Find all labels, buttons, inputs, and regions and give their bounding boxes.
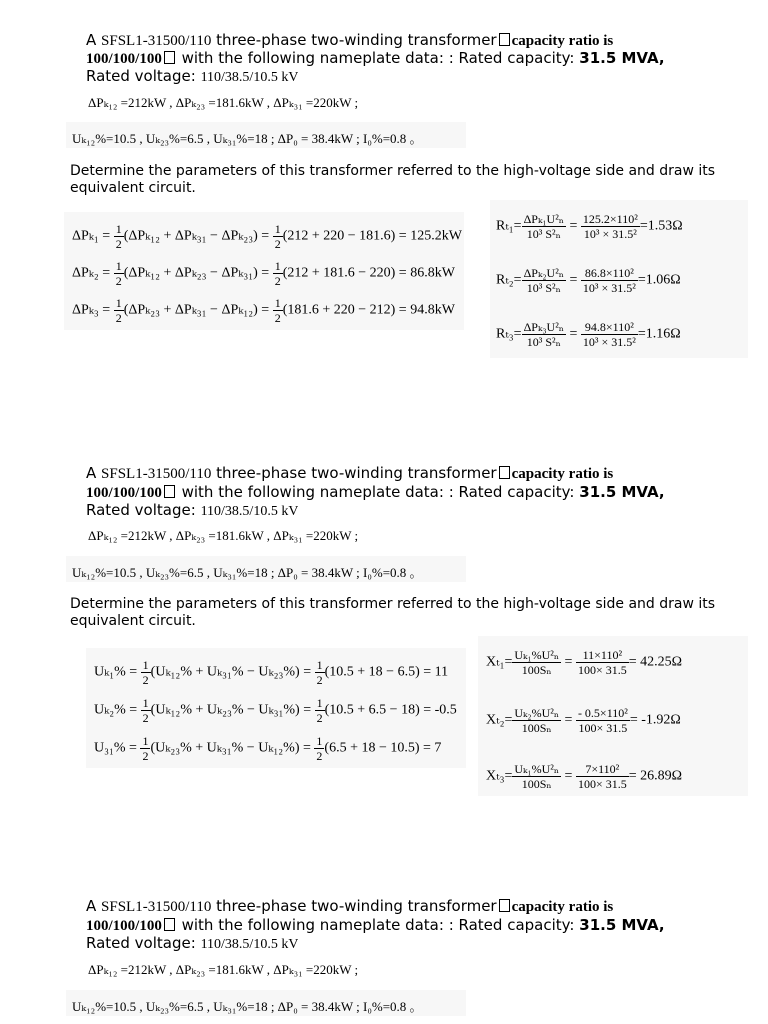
resistance-row: Rₜ₃= $\frac{\text{ΔPₖ₃U²ₙ}}{\text{10³ S²ₙ}}$ = $\frac{\text{94.8×110²}}{\text{10³ × 31.5²}}$ =1.16Ω <box>496 320 681 349</box>
capacity-ratio-label: capacity ratio is <box>511 899 614 915</box>
missing-glyph-box <box>499 899 510 912</box>
frac-num: 1 <box>316 734 323 748</box>
half-fraction <box>141 696 151 725</box>
intro-text: Rated voltage: <box>86 935 201 952</box>
equation-result: =1.16Ω <box>637 326 681 342</box>
rated-capacity: 31.5 MVA, <box>579 916 665 934</box>
equation-lhs: Rₜ₂= <box>496 272 522 288</box>
equation-expr: (ΔPₖ₁₂ + ΔPₖ₃₁ − ΔPₖ₂₃) <box>123 228 258 244</box>
intro-text: A <box>86 897 102 915</box>
frac-den: 2 <box>142 711 149 725</box>
intro-line-2 <box>86 917 665 935</box>
frac-num: 1 <box>142 696 149 710</box>
equation-row: ΔPₖ₃ = $\frac{1}{2}$ (ΔPₖ₂₃ + ΔPₖ₃₁ − ΔPₖ₁₂) = $\frac{1}{2}$ (181.6 + 220 − 212) = 94.8kW <box>72 296 455 325</box>
intro-text: with the following nameplate data: : Rated capacity: <box>176 916 580 934</box>
half-fraction <box>114 222 124 251</box>
frac-den: 10³ S²ₙ <box>526 227 561 241</box>
intro-text: with the following nameplate data: : Rated capacity: <box>176 483 580 501</box>
voltage-data-line: Uₖ₁₂%=10.5 , Uₖ₂₃%=6.5 , Uₖ₃₁%=18 ; ΔP₀ = 38.4kW ; I₀%=0.8 。 <box>72 999 423 1014</box>
frac-den: 2 <box>115 311 122 325</box>
question-text: Determine the parameters of this transformer referred to the high-voltage side and draw its equivalent circuit. <box>70 596 716 629</box>
frac-den: 100Sₙ <box>521 777 552 791</box>
equation-expr: (Uₖ₁₂% + Uₖ₂₃% − Uₖ₃₁%) <box>150 702 300 718</box>
equation-lhs: U₃₁% <box>94 740 126 756</box>
equation-result: =1.06Ω <box>637 272 681 288</box>
intro-line-1 <box>86 898 613 916</box>
equation-lhs: ΔPₖ₃ <box>72 302 99 318</box>
intro-text: Rated voltage: <box>86 68 201 85</box>
half-fraction <box>273 259 283 288</box>
frac-num: 1 <box>274 296 281 310</box>
equation-rhs: (10.5 + 18 − 6.5) = 11 <box>324 664 449 680</box>
intro-line-3 <box>86 935 298 952</box>
equation-lhs: Xₜ₃= <box>486 768 513 784</box>
frac-num: - 0.5×110² <box>577 706 628 720</box>
equation-rhs: (212 + 220 − 181.6) = 125.2kW <box>282 228 462 244</box>
rated-voltage: 110/38.5/10.5 kV <box>200 504 299 519</box>
loss-data-line: ΔPₖ₁₂ =212kW , ΔPₖ₂₃ =181.6kW , ΔPₖ₃₁ =220kW ; <box>88 528 359 543</box>
resistance-row: Rₜ₁= $\frac{\text{ΔPₖ₁U²ₙ}}{\text{10³ S²ₙ}}$ = $\frac{\text{125.2×110²}}{\text{10³ × 31.5²}}$ =1.53Ω <box>496 212 683 241</box>
frac-den: 10³ S²ₙ <box>526 335 561 349</box>
equation-row: U₃₁% = $\frac{1}{2}$ (Uₖ₂₃% + Uₖ₃₁% − Uₖ₁₂%) = $\frac{1}{2}$ (6.5 + 18 − 10.5) = 7 <box>94 734 442 763</box>
reactance-row: Xₜ₁= $\frac{\text{Uₖ₁\%U²ₙ}}{\text{100Sₙ}}$ = $\frac{\text{11×110²}}{100\times 31.5}$ = 42.25Ω <box>486 648 683 677</box>
missing-glyph-box <box>164 485 175 498</box>
equation-expr: (Uₖ₂₃% + Uₖ₃₁% − Uₖ₁₂%) <box>150 740 300 756</box>
frac-num: 94.8×110² <box>581 320 638 335</box>
equation-rhs: (10.5 + 6.5 − 18) = -0.5 <box>324 702 457 718</box>
loss-data-line: ΔPₖ₁₂ =212kW , ΔPₖ₂₃ =181.6kW , ΔPₖ₃₁ =220kW ; <box>88 95 359 110</box>
intro-text: with the following nameplate data: : Rated capacity: <box>176 49 580 67</box>
fraction <box>581 212 640 241</box>
frac-num: 125.2×110² <box>582 212 638 226</box>
equation-rhs: (181.6 + 220 − 212) = 94.8kW <box>282 302 455 318</box>
equation-row: ΔPₖ₁ = $\frac{1}{2}$ (ΔPₖ₁₂ + ΔPₖ₃₁ − ΔPₖ₂₃) = $\frac{1}{2}$ (212 + 220 − 181.6) = 125.2kW <box>72 222 462 251</box>
fraction <box>522 266 566 295</box>
reactance-row: Xₜ₂= $\frac{\text{Uₖ₂\%U²ₙ}}{\text{100Sₙ}}$ = $\frac{\text{- 0.5×110²}}{100\times 31.5}$ = -1.92Ω <box>486 706 681 735</box>
loss-data-line: ΔPₖ₁₂ =212kW , ΔPₖ₂₃ =181.6kW , ΔPₖ₃₁ =220kW ; <box>88 962 359 977</box>
rated-capacity: 31.5 MVA, <box>579 483 665 501</box>
frac-num: 1 <box>142 734 149 748</box>
equation-lhs: Xₜ₁= <box>486 654 513 670</box>
equation-row: Uₖ₂% = $\frac{1}{2}$ (Uₖ₁₂% + Uₖ₂₃% − Uₖ₃₁%) = $\frac{1}{2}$ (10.5 + 6.5 − 18) = -0.5 <box>94 696 457 725</box>
frac-den: 100Sₙ <box>521 721 552 735</box>
equation-lhs: Xₜ₂= <box>486 712 513 728</box>
missing-glyph-box <box>499 33 510 46</box>
half-fraction <box>273 222 283 251</box>
equation-lhs: ΔPₖ₁ <box>72 228 99 244</box>
missing-glyph-box <box>164 918 175 931</box>
voltage-data-line: Uₖ₁₂%=10.5 , Uₖ₂₃%=6.5 , Uₖ₃₁%=18 ; ΔP₀ = 38.4kW ; I₀%=0.8 。 <box>72 131 423 146</box>
frac-den: 2 <box>115 274 122 288</box>
equation-expr: (ΔPₖ₂₃ + ΔPₖ₃₁ − ΔPₖ₁₂) <box>123 302 258 318</box>
equation-lhs: Uₖ₂% <box>94 702 126 718</box>
equation-result: = 26.89Ω <box>628 768 683 784</box>
intro-text: three-phase two-winding transformer <box>211 31 497 49</box>
missing-glyph-box <box>499 466 510 479</box>
frac-num: 1 <box>316 696 323 710</box>
frac-num: ΔPₖ₂U²ₙ <box>523 266 564 280</box>
resistance-row: Rₜ₂= $\frac{\text{ΔPₖ₂U²ₙ}}{\text{10³ S²ₙ}}$ = $\frac{\text{86.8×110²}}{\text{10³ × 31.5²}}$ =1.06Ω <box>496 266 681 295</box>
frac-den: 2 <box>142 749 149 763</box>
frac-den: 2 <box>274 237 281 251</box>
equation-expr: (ΔPₖ₁₂ + ΔPₖ₂₃ − ΔPₖ₃₁) <box>123 265 258 281</box>
frac-num: Uₖ₂%U²ₙ <box>514 706 560 720</box>
frac-num: 1 <box>274 222 281 236</box>
equation-lhs: Rₜ₃= <box>496 326 522 342</box>
half-fraction <box>315 658 325 687</box>
equation-row: ΔPₖ₂ = $\frac{1}{2}$ (ΔPₖ₁₂ + ΔPₖ₂₃ − ΔPₖ₃₁) = $\frac{1}{2}$ (212 + 181.6 − 220) = 86.8kW <box>72 259 455 288</box>
frac-num: ΔPₖ₃U²ₙ <box>523 320 564 334</box>
frac-den: 100× 31.5 <box>578 721 628 735</box>
frac-den: 2 <box>274 311 281 325</box>
frac-num: 86.8×110² <box>581 266 638 281</box>
fraction <box>512 762 561 791</box>
capacity-ratio-label: capacity ratio is <box>511 466 614 482</box>
half-fraction <box>315 696 325 725</box>
frac-den: 2 <box>316 749 323 763</box>
intro-text: three-phase two-winding transformer <box>211 464 497 482</box>
frac-den: 100Sₙ <box>521 663 552 677</box>
frac-den: 2 <box>115 237 122 251</box>
model-number: SFSL1-31500/110 <box>101 33 212 49</box>
half-fraction <box>140 734 150 763</box>
model-number: SFSL1-31500/110 <box>101 899 212 915</box>
frac-den: 100× 31.5 <box>577 777 627 791</box>
frac-num: 1 <box>142 658 149 672</box>
fraction <box>522 212 566 241</box>
half-fraction <box>141 658 151 687</box>
frac-num: 11×110² <box>576 648 629 663</box>
voltage-data-line: Uₖ₁₂%=10.5 , Uₖ₂₃%=6.5 , Uₖ₃₁%=18 ; ΔP₀ = 38.4kW ; I₀%=0.8 。 <box>72 565 423 580</box>
frac-num: Uₖ₁%U²ₙ <box>514 762 560 776</box>
capacity-ratio-value: 100/100/100 <box>86 51 162 67</box>
rated-voltage: 110/38.5/10.5 kV <box>200 937 299 952</box>
intro-line-2 <box>86 484 665 502</box>
frac-num: ΔPₖ₁U²ₙ <box>523 212 564 226</box>
frac-den: 2 <box>142 673 149 687</box>
intro-text: A <box>86 464 102 482</box>
capacity-ratio-value: 100/100/100 <box>86 918 162 934</box>
frac-den: 2 <box>316 711 323 725</box>
frac-den: 2 <box>274 274 281 288</box>
frac-den: 2 <box>316 673 323 687</box>
capacity-ratio-label: capacity ratio is <box>511 33 614 49</box>
half-fraction <box>314 734 324 763</box>
fraction <box>576 762 629 791</box>
reactance-row: Xₜ₃= $\frac{\text{Uₖ₁\%U²ₙ}}{\text{100Sₙ}}$ = $\frac{\text{7×110²}}{100\times 31.5}$ = 26.89Ω <box>486 762 683 791</box>
intro-text: A <box>86 31 102 49</box>
intro-line-3 <box>86 68 298 85</box>
half-fraction <box>114 259 124 288</box>
equation-lhs: Uₖ₁% <box>94 664 126 680</box>
equation-rhs: (212 + 181.6 − 220) = 86.8kW <box>282 265 455 281</box>
intro-line-2 <box>86 50 665 68</box>
equation-result: = 42.25Ω <box>628 654 683 670</box>
fraction <box>576 648 629 677</box>
fraction <box>581 320 638 349</box>
frac-den: 10³ × 31.5² <box>582 281 636 295</box>
intro-line-1 <box>86 465 613 483</box>
frac-den: 100× 31.5 <box>577 663 627 677</box>
intro-text: three-phase two-winding transformer <box>211 897 497 915</box>
frac-num: Uₖ₁%U²ₙ <box>514 648 560 662</box>
half-fraction <box>114 296 124 325</box>
equation-expr: (Uₖ₁₂% + Uₖ₃₁% − Uₖ₂₃%) <box>150 664 300 680</box>
intro-text: Rated voltage: <box>86 502 201 519</box>
equation-result: = -1.92Ω <box>629 712 681 728</box>
intro-line-1 <box>86 32 613 50</box>
frac-num: 1 <box>115 296 122 310</box>
model-number: SFSL1-31500/110 <box>101 466 212 482</box>
frac-den: 10³ × 31.5² <box>582 335 636 349</box>
frac-den: 10³ S²ₙ <box>526 281 561 295</box>
fraction <box>512 648 561 677</box>
equation-result: =1.53Ω <box>639 218 683 234</box>
equation-lhs: ΔPₖ₂ <box>72 265 99 281</box>
frac-num: 7×110² <box>576 762 629 777</box>
capacity-ratio-value: 100/100/100 <box>86 485 162 501</box>
frac-num: 1 <box>316 658 323 672</box>
fraction <box>512 706 561 735</box>
fraction <box>576 706 630 735</box>
equation-rhs: (6.5 + 18 − 10.5) = 7 <box>324 740 442 756</box>
half-fraction <box>273 296 283 325</box>
fraction <box>581 266 638 295</box>
intro-line-3 <box>86 502 298 519</box>
fraction <box>522 320 566 349</box>
frac-num: 1 <box>115 259 122 273</box>
question-text: Determine the parameters of this transformer referred to the high-voltage side and draw its equivalent circuit. <box>70 163 716 196</box>
frac-num: 1 <box>274 259 281 273</box>
missing-glyph-box <box>164 51 175 64</box>
frac-num: 1 <box>115 222 122 236</box>
equation-lhs: Rₜ₁= <box>496 218 522 234</box>
frac-den: 10³ × 31.5² <box>583 227 637 241</box>
rated-voltage: 110/38.5/10.5 kV <box>200 70 299 85</box>
rated-capacity: 31.5 MVA, <box>579 49 665 67</box>
equation-row: Uₖ₁% = $\frac{1}{2}$ (Uₖ₁₂% + Uₖ₃₁% − Uₖ₂₃%) = $\frac{1}{2}$ (10.5 + 18 − 6.5) = 11 <box>94 658 449 687</box>
